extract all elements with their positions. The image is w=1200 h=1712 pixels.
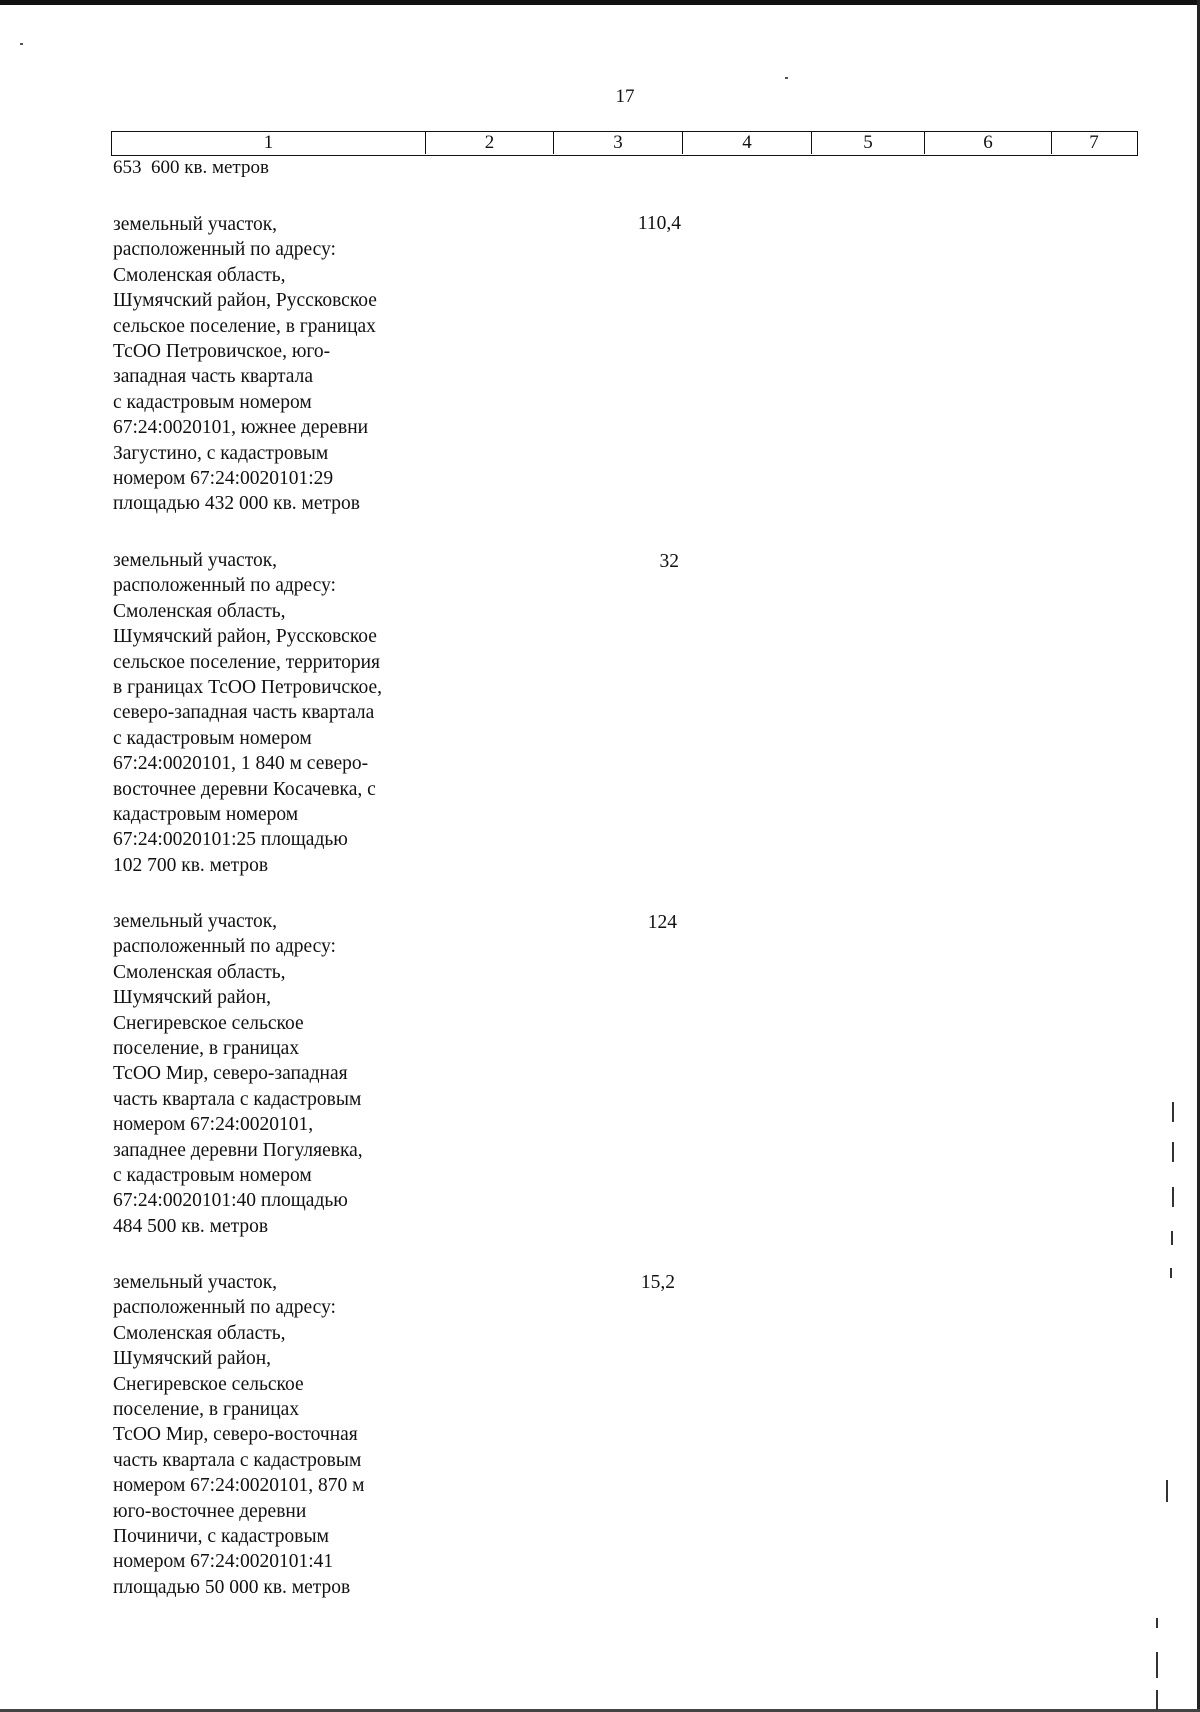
scan-artifact-mark [1171, 1231, 1173, 1245]
land-plot-description-4: земельный участок, расположенный по адресу: Смоленская область, Шумячский район, Снегиревское сельское поселение, в границах ТсОО Мир, северо-восточная часть квартала с кадастровым номером 67:24:0020101, 870 м юго-восточнее деревни Починичи, с кадастровым номером 67:24:0020101:41 площадью 50 000 кв. метров [113, 1272, 365, 1598]
continued-area-fragment: 653 600 кв. метров [113, 157, 269, 178]
scan-top-border [0, 0, 1200, 5]
land-plot-description-1: земельный участок, расположенный по адресу: Смоленская область, Шумячский район, Руссковское сельское поселение, в границах ТсОО Петровичское, юго- западная часть квартала с кадастровым номером 67:24:0020101, южнее деревни Загустино, с кадастровым номером 67:24:0020101:29 площадью 432 000 кв. метров [113, 214, 377, 515]
scan-artifact-mark [1172, 1187, 1174, 1207]
land-plot-description-3: земельный участок, расположенный по адресу: Смоленская область, Шумячский район, Снегиревское сельское поселение, в границах ТсОО Мир, северо-западная часть квартала с кадастровым номером 67:24:0020101, западнее деревни Погуляевка, с кадастровым номером 67:24:0020101:40 площадью 484 500 кв. метров [113, 911, 363, 1237]
scan-artifact-dot [785, 77, 788, 79]
column-header-4: 4 [682, 132, 811, 154]
land-plot-value-3: 124 [647, 912, 677, 933]
scan-artifact-dot [20, 43, 23, 45]
column-header-7: 7 [1051, 132, 1136, 154]
scan-artifact-mark [1170, 1268, 1172, 1278]
land-plot-value-2: 32 [659, 551, 679, 572]
scan-artifact-mark [1156, 1690, 1158, 1710]
page-number: 17 [615, 86, 635, 107]
column-header-6: 6 [924, 132, 1051, 154]
land-plot-value-1: 110,4 [637, 213, 681, 234]
column-header-3: 3 [553, 132, 682, 154]
scan-artifact-mark [1156, 1618, 1158, 1628]
column-header-1: 1 [263, 132, 274, 153]
scan-artifact-mark [1156, 1652, 1158, 1678]
land-plot-description-2: земельный участок, расположенный по адресу: Смоленская область, Шумячский район, Руссковское сельское поселение, территория в границах ТсОО Петровичское, северо-западная часть квартала с кадастровым номером 67:24:0020101, 1 840 м северо- восточнее деревни Косачевка, с кадастровым номером 67:24:0020101:25 площадью 102 700 кв. метров [113, 550, 383, 876]
column-header-5: 5 [811, 132, 924, 154]
table-header-row [111, 131, 1138, 156]
scan-artifact-mark [1172, 1142, 1174, 1162]
column-header-2: 2 [425, 132, 553, 154]
scan-artifact-mark [1166, 1480, 1168, 1502]
land-plot-value-4: 15,2 [640, 1272, 675, 1293]
scan-artifact-mark [1172, 1102, 1174, 1122]
